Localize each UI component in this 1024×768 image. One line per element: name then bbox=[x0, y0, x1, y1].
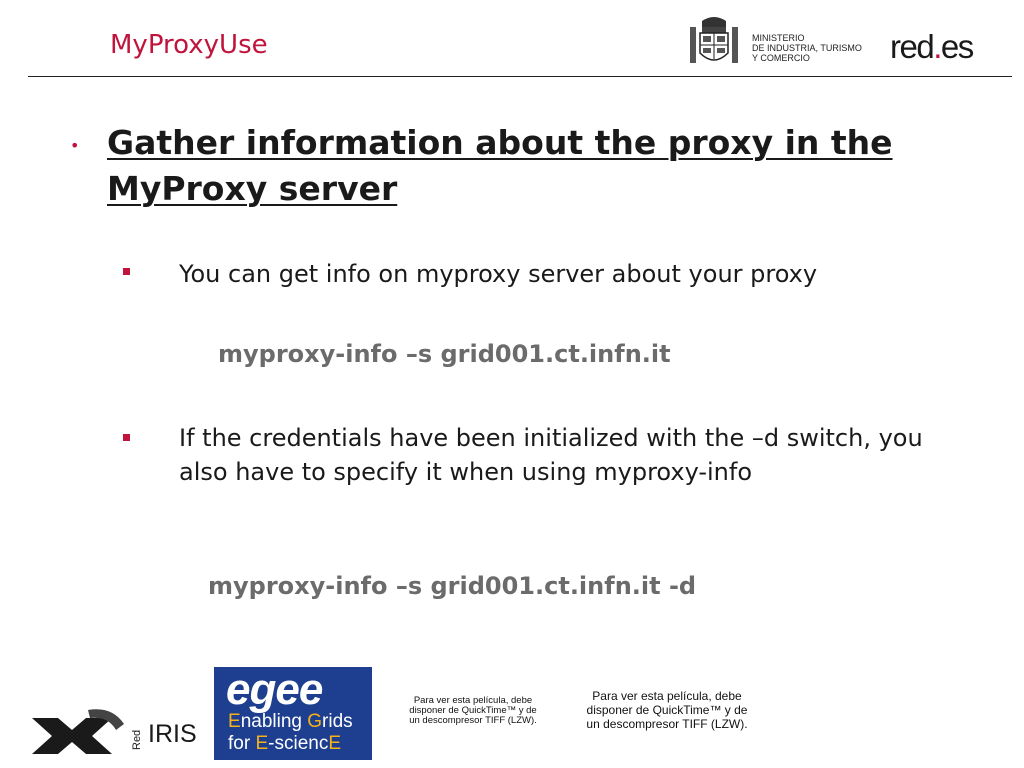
item-text: If the credentials have been initialized with the –d switch, you also have to specify it when using myproxy-info bbox=[179, 424, 923, 486]
quicktime-placeholder-small: Para ver esta película, debe disponer de QuickTime™ y de un descompresor TIFF (LZW). bbox=[409, 695, 537, 726]
egee-logo bbox=[214, 667, 372, 760]
egee-tagline-1: Enabling Grids bbox=[228, 711, 353, 732]
coat-of-arms-icon bbox=[688, 13, 740, 69]
section-heading: Gather information about the proxy in the MyProxy server bbox=[107, 123, 893, 208]
command-text: myproxy-info –s grid001.ct.infn.it -d bbox=[208, 572, 697, 600]
square-bullet-icon bbox=[123, 434, 130, 441]
egee-wordmark: egee bbox=[226, 667, 323, 714]
square-bullet-icon bbox=[123, 268, 130, 275]
ministry-name bbox=[752, 33, 862, 63]
rediris-logo bbox=[28, 700, 208, 760]
header-divider bbox=[28, 76, 1012, 77]
ministry-line: DE INDUSTRIA, TURISMO bbox=[752, 43, 862, 53]
egee-tagline-2: for E-sciencE bbox=[228, 733, 342, 754]
ministry-line: MINISTERIO bbox=[752, 33, 805, 43]
item-text: You can get info on myproxy server about your proxy bbox=[179, 260, 818, 288]
ministry-line: Y COMERCIO bbox=[752, 53, 810, 63]
bullet-dot-icon: • bbox=[70, 136, 80, 155]
red-es-logo: red.es bbox=[890, 28, 973, 65]
quicktime-placeholder-large: Para ver esta película, debe disponer de QuickTime™ y de un descompresor TIFF (LZW). bbox=[586, 689, 748, 731]
command-text: myproxy-info –s grid001.ct.infn.it bbox=[218, 340, 671, 368]
svg-text:IRIS: IRIS bbox=[148, 720, 197, 748]
slide-title: MyProxyUse bbox=[110, 30, 268, 60]
svg-text:Red: Red bbox=[131, 729, 143, 750]
